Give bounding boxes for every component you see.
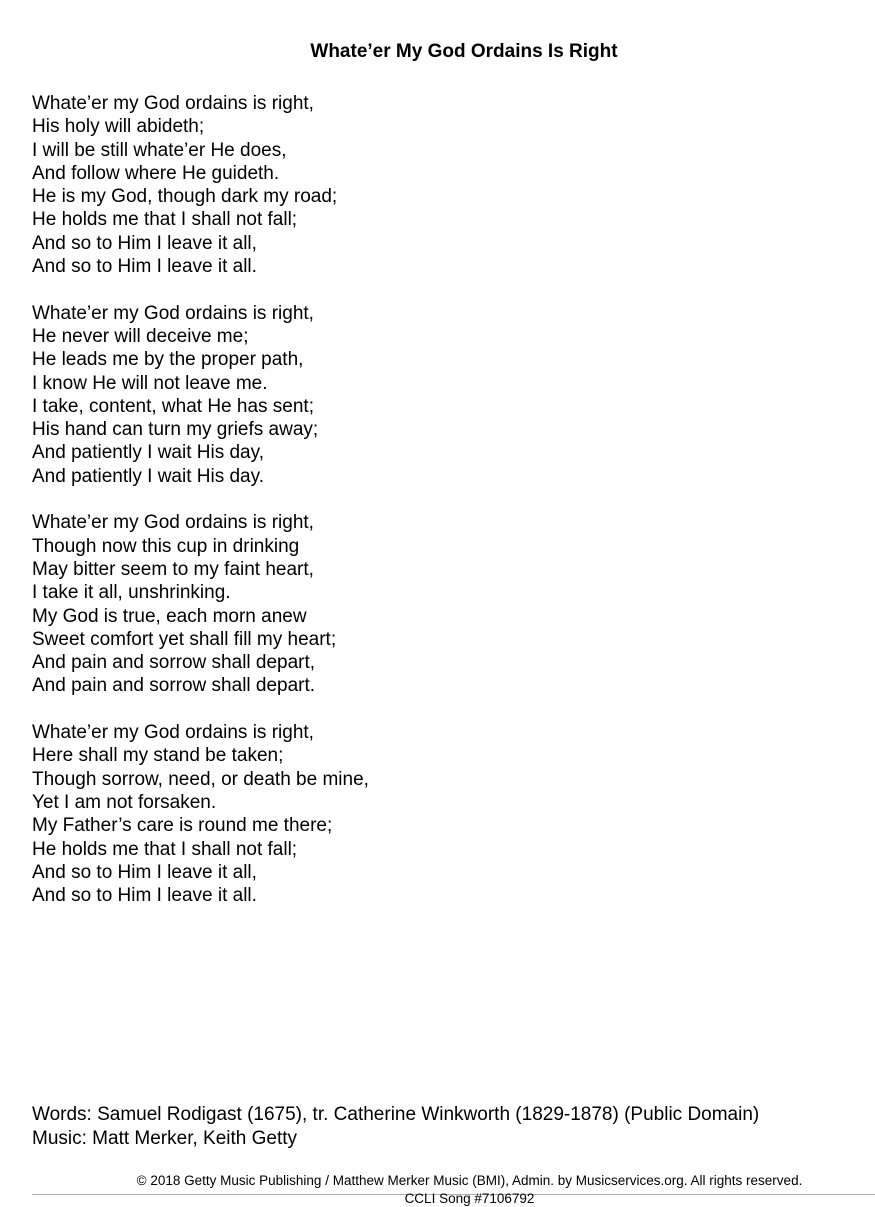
lyric-line: Whate’er my God ordains is right, (32, 93, 314, 114)
lyric-line: He never will deceive me; (32, 325, 249, 347)
lyric-line: And pain and sorrow shall depart. (32, 675, 316, 697)
lyric-line: Whate’er my God ordains is right, (32, 722, 314, 744)
lyric-line: And patiently I wait His day, (32, 442, 264, 464)
lyric-line: And patiently I wait His day. (32, 465, 264, 487)
lyric-line: His hand can turn my griefs away; (32, 419, 319, 441)
stanza-4 (32, 721, 369, 907)
lyric-line: May bitter seem to my faint heart, (32, 558, 314, 580)
lyric-line: I take, content, what He has sent; (32, 395, 314, 417)
ccli-number: CCLI Song #7106792 (404, 1191, 535, 1206)
lyric-line: And so to Him I leave it all. (32, 885, 257, 907)
lyric-line: I take it all, unshrinking. (32, 582, 231, 604)
lyric-line: He is my God, though dark my road; (32, 186, 338, 208)
song-title: Whate’er My God Ordains Is Right (310, 41, 618, 62)
stanza-3 (32, 511, 369, 697)
lyric-line: Though sorrow, need, or death be mine, (32, 768, 369, 790)
lyric-line: Yet I am not forsaken. (32, 791, 217, 813)
lyrics-body (32, 92, 369, 931)
lyric-line: And pain and sorrow shall depart, (32, 652, 316, 674)
lyric-line: He holds me that I shall not fall; (32, 209, 298, 231)
lyric-line: And so to Him I leave it all, (32, 861, 257, 883)
lyric-line: Though now this cup in drinking (32, 535, 300, 557)
lyric-line: I know He will not leave me. (32, 372, 268, 394)
song-credits (32, 1103, 759, 1151)
lyric-line: And so to Him I leave it all, (32, 232, 257, 254)
stanza-1 (32, 92, 369, 278)
words-credit: Words: Samuel Rodigast (1675), tr. Catherine Winkworth (1829-1878) (Public Domain) (32, 1104, 760, 1125)
lyric-line: My God is true, each morn anew (32, 605, 307, 627)
lyric-line: And follow where He guideth. (32, 162, 280, 184)
lyric-line: I will be still whate’er He does, (32, 139, 287, 161)
lyric-line: And so to Him I leave it all. (32, 256, 257, 278)
music-credit: Music: Matt Merker, Keith Getty (32, 1128, 298, 1149)
lyric-line: Whate’er my God ordains is right, (32, 512, 314, 534)
lyric-line: Here shall my stand be taken; (32, 745, 284, 767)
lyric-line: He leads me by the proper path, (32, 349, 304, 371)
lyric-line: His holy will abideth; (32, 116, 205, 138)
lyric-line: My Father’s care is round me there; (32, 815, 333, 837)
lyric-line: He holds me that I shall not fall; (32, 838, 298, 860)
copyright-notice: © 2018 Getty Music Publishing / Matthew Merker Music (BMI), Admin. by Musicservices.org. All rights reserved. (136, 1173, 803, 1188)
lyric-line: Sweet comfort yet shall fill my heart; (32, 628, 337, 650)
lyric-line: Whate’er my God ordains is right, (32, 302, 314, 324)
stanza-2 (32, 302, 369, 488)
